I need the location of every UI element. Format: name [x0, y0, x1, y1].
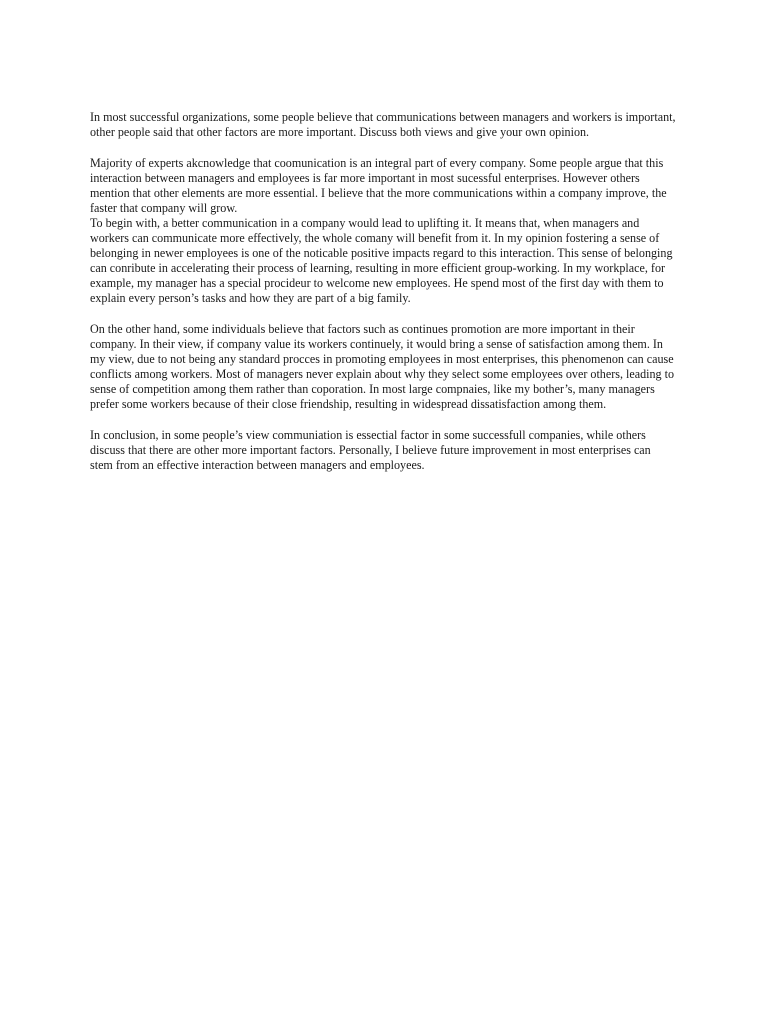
essay-body-paragraph-2: On the other hand, some individuals believe that factors such as continues promotion are more important in their company. In their view, if company value its workers continuely, it would bring a sense of satisfaction among them. In my view, due to not being any standard procces in promoting employees in most enterprises, this phenomenon can cause conflicts among workers. Most of managers never explain about why they select some employees over others, leading to sense of competition among them rather than coporation. In most large compnaies, like my bother’s, many managers prefer some workers because of their close friendship, resulting in widespread dissatisfaction among them. [90, 322, 675, 411]
essay-conclusion: In conclusion, in some people’s view communiation is essectial factor in some successfull companies, while others discuss that there are other more important factors. Personally, I believe future improvement in most enterprises can stem from an effective interaction between managers and employees. [90, 428, 651, 472]
essay-body-paragraph-1: To begin with, a better communication in a company would lead to uplifting it. It means that, when managers and workers can communicate more effectively, the whole comany will benefit from it. In my opinion fostering a sense of belonging in newer employees is one of the noticable positive impacts regard to this interaction. This sense of belonging can conribute in accelerating their process of learning, resulting in more efficient group-working. In my workplace, for example, my manager has a special procideur to welcome new employees. He spend most of the first day with them to explain every person’s tasks and how they are part of a big family. [90, 216, 673, 305]
essay-prompt: In most successful organizations, some people believe that communications between managers and workers is important, other people said that other factors are more important. Discuss both views and give your own opinion. [90, 110, 676, 139]
essay-introduction: Majority of experts akcnowledge that coomunication is an integral part of every company. Some people argue that this interaction between managers and employees is far more important in most sucessful enterprises. However others mention that other elements are more essential. I believe that the more communications within a company improve, the faster that company will grow. [90, 156, 667, 215]
document-page [90, 110, 676, 473]
